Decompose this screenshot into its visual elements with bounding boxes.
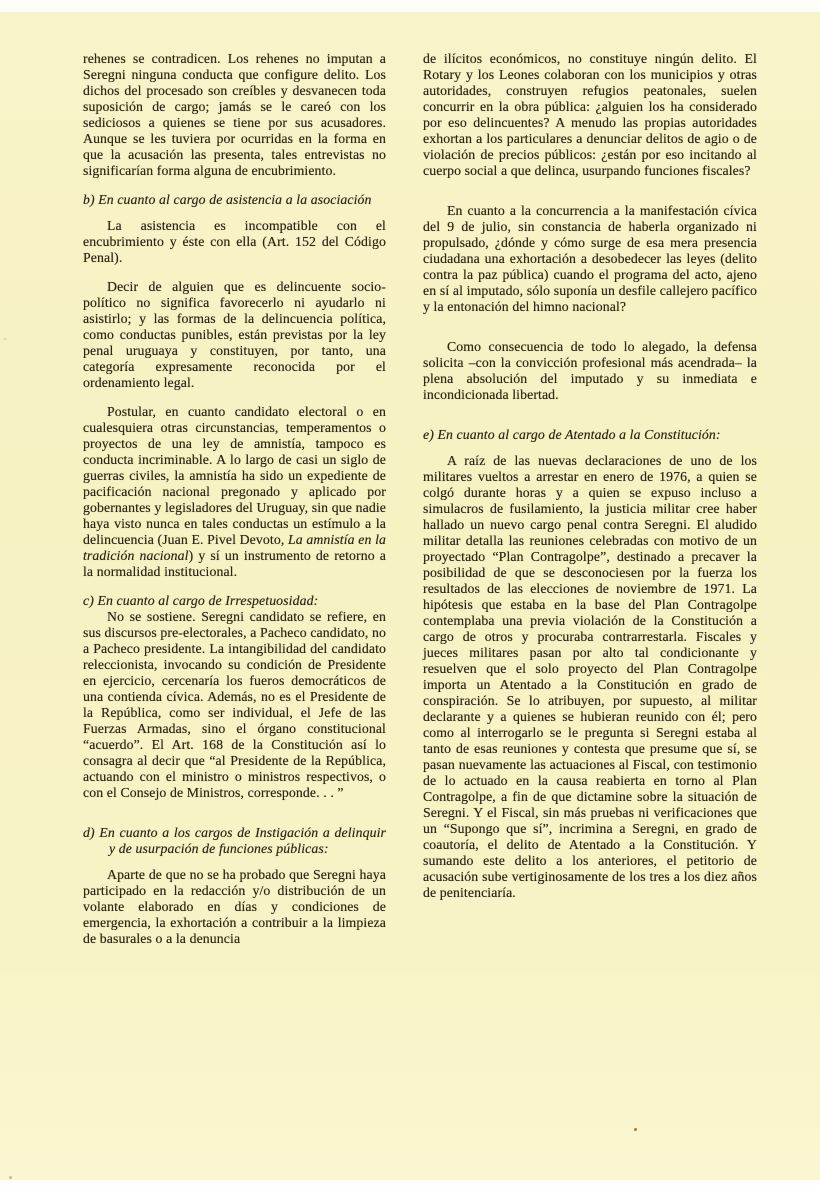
italic-text-run: b) En cuanto al cargo de asistencia a la asociación (83, 192, 372, 207)
paragraph (423, 339, 757, 403)
text-run: rehenes se contradicen. Los rehenes no imputan a Seregni ninguna conducta que configure delito. Los dichos del procesado son creíbles y desvanecen toda suposición de cargo; jamás se le careó con los sediciosos a quienes se tiene por sus acusadores. Aunque se les tuviera por ocurridas en la forma en que la acusación las presenta, tales entrevistas no significarían forma alguna de encubrimiento. (83, 51, 386, 178)
paper-speck (3, 338, 7, 340)
paragraph (83, 218, 386, 266)
paragraph (423, 203, 757, 315)
text-column-right (423, 51, 757, 914)
paragraph (83, 404, 386, 580)
text-run: de ilícitos económicos, no constituye ningún delito. El Rotary y los Leones colaboran con los municipios y otras autoridades, construyen refugios peatonales, suelen concurrir en la obra pública: ¿alguien los ha considerado por eso delincuentes? A menudo las propias autoridades exhortan a los particulares a denunciar delitos de agio o de violación de precios públicos: ¿están por eso incitando al cuerpo social a que delinca, usurpando funciones fiscales? (423, 51, 757, 178)
text-run: La asistencia es incompatible con el encubrimiento y éste con ella (Art. 152 del Código Penal). (83, 218, 386, 265)
paper-speck (634, 1128, 637, 1131)
paragraph (83, 51, 386, 179)
text-column-left (83, 51, 386, 960)
section-heading (83, 825, 386, 857)
paragraph (83, 279, 386, 391)
italic-text-run: La amnistía en la tradición nacional (83, 532, 386, 563)
paragraph (423, 51, 757, 179)
text-run: No se sostiene. Seregni candidato se refiere, en sus discursos pre-electorales, a Pacheco candidato, no a Pacheco presidente. La intangibilidad del candidato releccionista, invocando su condición de Presidente en ejercicio, cercenaría los fueros democráticos de una contienda cívica. Además, no es el Presidente de la República, como ser individual, el Jefe de las Fuerzas Armadas, sino el órgano constitucional “acuerdo”. El Art. 168 de la Constitución así lo consagra al decir que “al Presidente de la República, actuando con el ministro o ministros respectivos, o con el Consejo de Ministros, corresponde. . . ” (83, 609, 386, 800)
paper-speck (9, 1176, 12, 1179)
text-run: ) y sí un instrumento de retorno a la normalidad institucional. (83, 548, 387, 579)
italic-text-run: e) En cuanto al cargo de Atentado a la Constitución: (423, 427, 721, 442)
paragraph (83, 609, 386, 801)
text-run: Aparte de que no se ha probado que Seregni haya participado en la redacción y/o distribución de un volante elaborado en días y condiciones de emergencia, la exhortación a contribuir a la limpieza de basurales o a la denuncia (83, 867, 386, 946)
section-heading (83, 593, 386, 609)
section-heading (83, 192, 386, 208)
paragraph (423, 453, 757, 901)
italic-text-run: d) En cuanto a los cargos de Instigación a delinquir y de usurpación de funciones públicas: (83, 825, 386, 856)
italic-text-run: c) En cuanto al cargo de Irrespetuosidad: (83, 593, 319, 608)
text-run: En cuanto a la concurrencia a la manifestación cívica del 9 de julio, sin constancia de haberla organizado ni propulsado, ¿dónde y cómo surge de esa mera presencia ciudadana una exhortación a desobedecer las leyes (delito contra la paz pública) cuando el programa del acto, ajeno en sí al imputado, sólo suponía un desfile callejero pacífico y la entonación del himno nacional? (423, 203, 757, 314)
paragraph (83, 867, 386, 947)
text-run: Como consecuencia de todo lo alegado, la defensa solicita –con la convicción profesional más acendrada– la plena absolución del imputado y su inmediata e incondicionada libertad. (423, 339, 757, 402)
text-run: Decir de alguien que es delincuente socio-político no significa favorecerlo ni ayudarlo ni asistirlo; y las formas de la delincuencia política, como conductas punibles, están previstas por la ley penal uruguaya y constituyen, por tanto, una categoría expresamente reconocida por el ordenamiento legal. (83, 279, 386, 390)
text-run: Postular, en cuanto candidato electoral o en cualesquiera otras circunstancias, temperamentos o proyectos de una ley de amnistía, tampoco es conducta incriminable. A lo largo de casi un siglo de guerras civiles, la amnistía ha sido un expediente de pacificación nacional pregonado y aplicado por gobernantes y legisladores del Uruguay, sin que nadie haya visto nunca en tales conductas un estímulo a la delincuencia (Juan E. Pivel Devoto, (83, 404, 386, 547)
text-run: A raíz de las nuevas declaraciones de uno de los militares vueltos a arrestar en enero de 1976, a quien se colgó durante horas y a quien se expuso incluso a simulacros de fusilamiento, la justicia militar cree haber hallado un nuevo cargo penal contra Seregni. El aludido militar detalla las reuniones celebradas con motivo de un proyectado “Plan Contragolpe”, destinado a precaver la posibilidad de que se desconociesen por la fuerza los resultados de las elecciones de noviembre de 1971. La hipótesis que estaba en la base del Plan Contragolpe contemplaba una previa violación de la Constitución a cargo de otros y procuraba contrarrestarla. Fiscales y jueces militares pasan por alto tal condicionante y resuelven que el solo proyecto del Plan Contragolpe importa un Atentado a la Constitución en grado de conspiración. Se lo atribuyen, por supuesto, al militar declarante y a quienes se hubieran reunido con él; pero como al interrogarlo se le pregunta si Seregni estaba al tanto de esas reuniones y contesta que presume que sí, se pasan nuevamente las actuaciones al Fiscal, con testimonio de lo actuado en la causa reabierta en torno al Plan Contragolpe, a fin de que dictamine sobre la situación de Seregni. Y el Fiscal, sin más pruebas ni verificaciones que un “Supongo que sí”, incrimina a Seregni, en grado de coautoría, el delito de Atentado a la Constitución. Y sumando este delito a los anteriores, el petitorio de acusación sube vertiginosamente de los tres a los diez años de penitenciaría. (423, 453, 757, 900)
section-heading (423, 427, 757, 443)
